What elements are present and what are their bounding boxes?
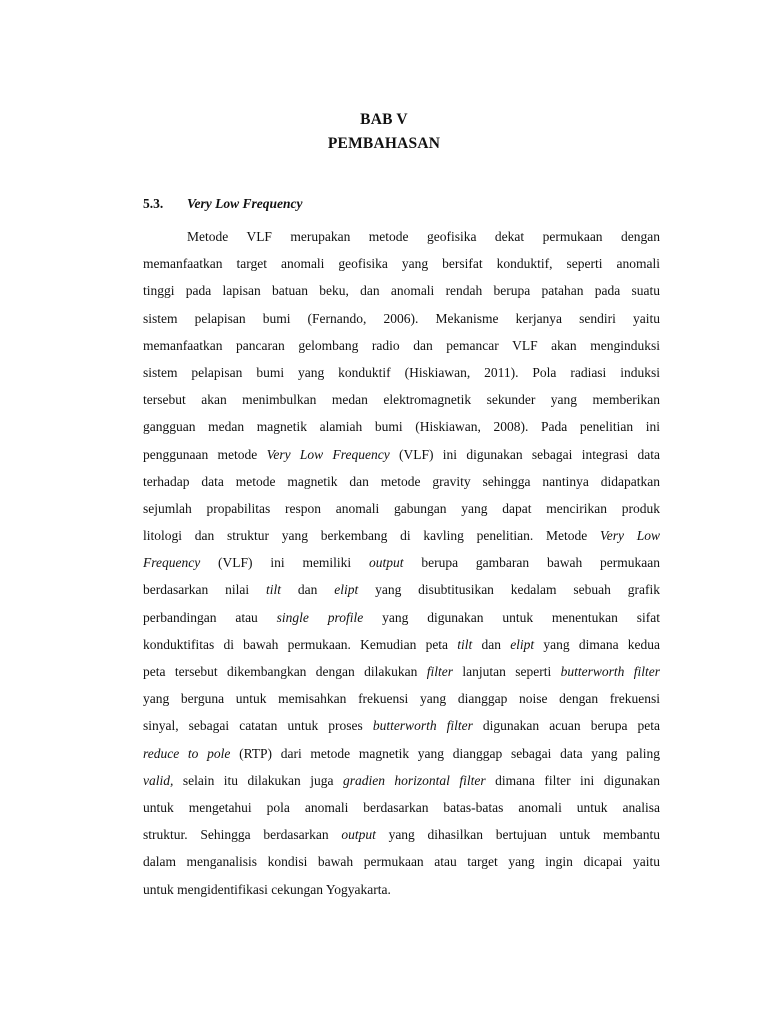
text-run: sejumlah propabilitas respon anomali gabungan yang dapat mencirikan produk	[143, 500, 660, 516]
paragraph-line	[143, 549, 660, 576]
text-run: penggunaan metode	[143, 446, 267, 462]
text-run: berupa gambaran bawah permukaan	[403, 555, 660, 571]
text-run: konduktifitas di bawah permukaan. Kemudian peta	[143, 636, 458, 652]
text-run: sistem pelapisan bumi yang konduktif (Hiskiawan, 2011). Pola radiasi induksi	[143, 364, 660, 380]
italic-term: tilt	[265, 582, 281, 598]
paragraph-line	[143, 767, 660, 794]
paragraph-line	[143, 685, 660, 712]
text-run: (VLF) ini digunakan sebagai integrasi data	[389, 446, 660, 462]
italic-term: Very Low	[600, 528, 660, 544]
italic-term: gradien horizontal filter	[342, 772, 486, 788]
text-run: perbandingan atau	[143, 609, 277, 625]
text-run: (VLF) ini memiliki	[200, 555, 370, 571]
italic-term: Very Low Frequency	[266, 446, 390, 462]
text-run: berdasarkan nilai	[143, 582, 266, 598]
section-number: 5.3.	[143, 196, 164, 211]
text-run: yang dihasilkan bertujuan untuk membantu	[375, 827, 660, 843]
paragraph-line	[143, 604, 660, 631]
text-run: dimana filter ini digunakan	[485, 772, 660, 788]
paragraph-line	[143, 441, 660, 468]
italic-term: valid,	[143, 772, 174, 788]
italic-term: filter	[426, 664, 454, 679]
paragraph-line	[143, 876, 660, 903]
paragraph-line	[143, 712, 660, 739]
paragraph-line	[143, 305, 660, 332]
italic-term: reduce to pole	[143, 745, 231, 761]
section-title: Very Low Frequency	[187, 196, 303, 211]
paragraph-line	[143, 576, 660, 603]
text-run: (RTP) dari metode magnetik yang dianggap sebagai data yang paling	[230, 745, 660, 761]
text-run: sinyal, sebagai catatan untuk proses	[143, 718, 373, 734]
text-run: dan	[472, 636, 511, 652]
text-run: litologi dan struktur yang berkembang di kavling penelitian. Metode	[143, 528, 600, 544]
text-run: selain itu dilakukan juga	[173, 772, 343, 788]
paragraph-line	[143, 631, 660, 658]
text-run: tersebut akan menimbulkan medan elektromagnetik sekunder yang memberikan	[143, 392, 660, 408]
italic-term: single profile	[276, 609, 364, 625]
text-run: gangguan medan magnetik alamiah bumi (Hiskiawan, 2008). Pada penelitian ini	[143, 419, 660, 435]
paragraph-line	[143, 277, 660, 304]
paragraph-line	[143, 332, 660, 359]
text-run: peta tersebut dikembangkan dengan dilakukan	[143, 664, 427, 679]
section-heading	[143, 196, 303, 212]
text-run: yang digunakan untuk menentukan sifat	[363, 609, 660, 625]
italic-term: butterworth filter	[372, 718, 473, 734]
paragraph-line	[143, 223, 660, 250]
paragraph-line	[143, 495, 660, 522]
paragraph-line	[143, 386, 660, 413]
paragraph-line	[143, 522, 660, 549]
text-run: memanfaatkan pancaran gelombang radio dan pemancar VLF akan menginduksi	[143, 337, 660, 353]
paragraph-line	[143, 468, 660, 495]
body-paragraph	[143, 223, 660, 903]
text-run: digunakan acuan berupa peta	[472, 718, 660, 734]
text-run: tinggi pada lapisan batuan beku, dan anomali rendah berupa patahan pada suatu	[143, 283, 660, 299]
text-run: yang berguna untuk memisahkan frekuensi yang dianggap noise dengan frekuensi	[143, 691, 660, 707]
text-run: untuk mengetahui pola anomali berdasarkan batas-batas anomali untuk analisa	[143, 799, 660, 815]
chapter-number: BAB V	[360, 111, 408, 128]
text-run: memanfaatkan target anomali geofisika yang bersifat konduktif, seperti anomali	[143, 256, 660, 272]
chapter-title: PEMBAHASAN	[327, 135, 441, 152]
paragraph-line	[143, 848, 660, 875]
text-run: lanjutan seperti	[453, 664, 561, 679]
italic-term: elipt	[334, 582, 359, 598]
text-run: yang disubtitusikan kedalam sebuah grafik	[358, 582, 660, 598]
text-run: yang dimana kedua	[534, 636, 661, 652]
text-run: terhadap data metode magnetik dan metode gravity sehingga nantinya didapatkan	[143, 473, 660, 489]
paragraph-line	[143, 821, 660, 848]
text-run: dan	[280, 582, 335, 598]
italic-term: Frequency	[143, 555, 201, 571]
paragraph-line	[143, 359, 660, 386]
text-run: sistem pelapisan bumi (Fernando, 2006). Mekanisme kerjanya sendiri yaitu	[143, 310, 660, 326]
italic-term: output	[341, 827, 376, 843]
text-run: struktur. Sehingga berdasarkan	[143, 827, 342, 843]
italic-term: tilt	[457, 636, 473, 652]
italic-term: butterworth filter	[560, 664, 660, 679]
paragraph-line	[143, 250, 660, 277]
italic-term: elipt	[510, 636, 535, 652]
paragraph-line	[143, 794, 660, 821]
italic-term: output	[369, 555, 404, 571]
paragraph-line	[143, 413, 660, 440]
text-run: untuk mengidentifikasi cekungan Yogyakarta.	[143, 881, 391, 897]
text-run: dalam menganalisis kondisi bawah permukaan atau target yang ingin dicapai yaitu	[143, 854, 660, 870]
paragraph-line	[143, 740, 660, 767]
text-run: Metode VLF merupakan metode geofisika dekat permukaan dengan	[187, 229, 660, 244]
paragraph-line	[143, 658, 660, 685]
